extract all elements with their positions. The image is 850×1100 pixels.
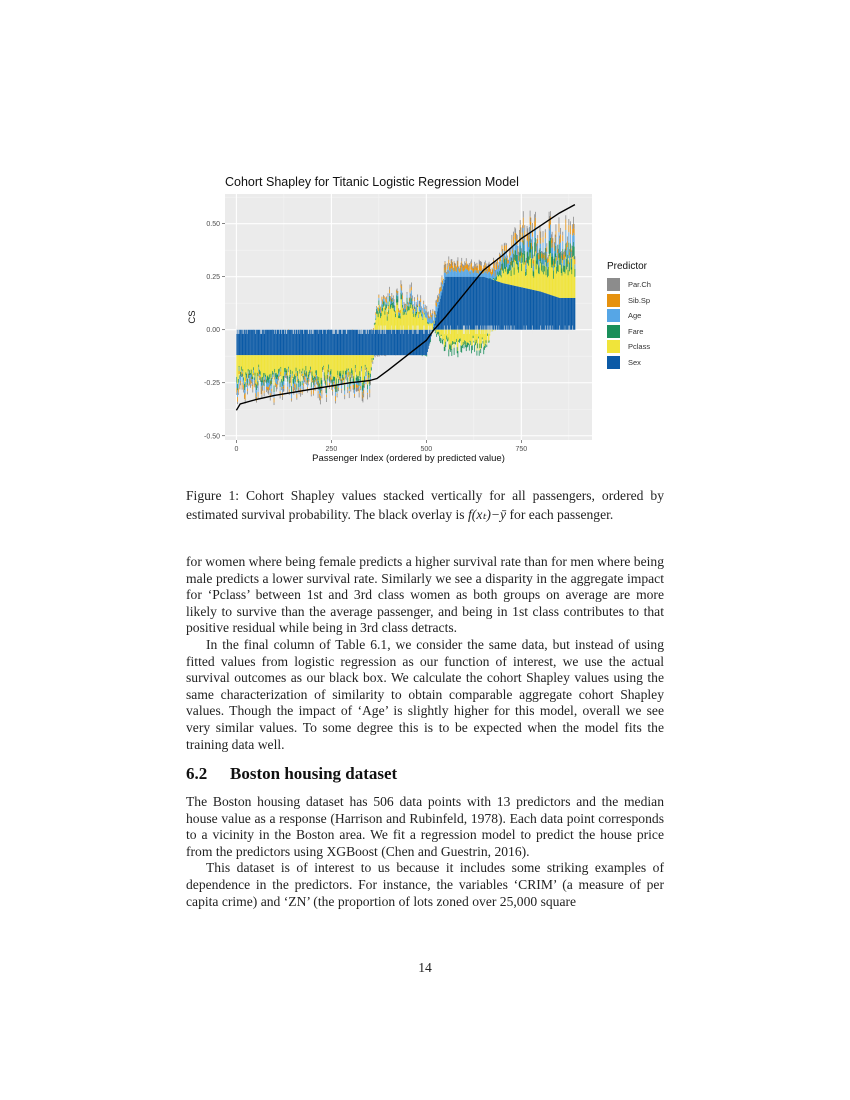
y-tick-label: 0.25 <box>206 274 220 282</box>
legend-swatch <box>607 325 620 338</box>
legend-label: Par.Ch <box>628 280 651 290</box>
figure-caption <box>186 486 664 524</box>
legend-item-pclass <box>607 339 651 355</box>
legend-label: Sex <box>628 357 641 367</box>
caption-prefix: Figure 1: <box>186 488 240 503</box>
figure-1 <box>180 170 680 470</box>
x-tick-label: 500 <box>420 446 433 453</box>
legend-item-sex <box>607 355 651 371</box>
paragraph: This dataset is of interest to us because it includes some striking examples of dependence in the predictors. For instance, the variables ‘CRIM’ (a measure of per capita crime) and ‘ZN’ (the proportion of lots zoned over 25,000 square <box>186 860 664 909</box>
section-heading <box>186 764 397 784</box>
x-axis-label: Passenger Index (ordered by predicted value) <box>312 453 505 464</box>
legend-item-fare <box>607 324 651 340</box>
page-number: 14 <box>418 960 432 975</box>
legend-swatch <box>607 294 620 307</box>
y-tick-label: -0.50 <box>204 433 220 441</box>
legend-swatch <box>607 278 620 291</box>
legend-item-parch <box>607 277 651 293</box>
legend-title: Predictor <box>607 261 648 272</box>
y-tick-label: 0.50 <box>206 221 220 229</box>
section-number: 6.2 <box>186 764 208 783</box>
legend-swatch <box>607 340 620 353</box>
x-tick-label: 0 <box>234 446 239 453</box>
stacked-bar-chart <box>180 170 680 470</box>
y-axis-label: CS <box>187 310 198 324</box>
body-text-block-1 <box>186 554 664 753</box>
legend-swatch <box>607 356 620 369</box>
legend-label: Fare <box>628 326 644 336</box>
caption-text: Cohort Shapley values stacked vertically for all passengers, ordered by estimated survival probability. The black overlay is <box>186 488 664 522</box>
legend-label: Sib.Sp <box>628 295 651 305</box>
y-tick-label: 0.00 <box>206 327 220 335</box>
x-tick-label: 250 <box>325 446 338 453</box>
legend-item-sibsp <box>607 293 651 309</box>
paragraph: In the final column of Table 6.1, we consider the same data, but instead of using fitted values from logistic regression as our function of interest, we use the actual survival outcomes as our black box. We calculate the cohort Shapley values using the same characterization of similarity to obtain comparable aggregate cohort Shapley values. Though the impact of ‘Age’ is slightly higher for this model, overall we see very similar values. To some degree this is to be expected when the model fits the training data well. <box>186 636 664 752</box>
legend-label: Pclass <box>628 342 651 352</box>
chart-title: Cohort Shapley for Titanic Logistic Regression Model <box>225 175 519 189</box>
section-title: Boston housing dataset <box>230 764 398 783</box>
chart-legend <box>607 261 651 370</box>
paragraph: The Boston housing dataset has 506 data points with 13 predictors and the median house value as a response (Harrison and Rubinfeld, 1978). Each data point corresponds to a vicinity in the Boston area. We fit a regression model to predict the house price from the predictors using XGBoost (Chen and Guestrin, 2016). <box>186 794 664 859</box>
legend-label: Age <box>628 311 642 321</box>
paragraph: for women where being female predicts a higher survival rate than for men where being male predicts a lower survival rate. Similarly we see a disparity in the aggregate impact for ‘Pclass’ between 1st and 3rd class women as both groups on average are more likely to survive than the average passenger, and being in 1st class contributes to that positive residual while being in 3rd class detracts. <box>186 554 664 636</box>
y-tick-label: -0.25 <box>204 380 220 388</box>
caption-math: f(xₜ)−ȳ <box>468 507 507 522</box>
caption-suffix: for each passenger. <box>509 507 614 522</box>
x-tick-label: 750 <box>515 446 528 453</box>
legend-item-age <box>607 308 651 324</box>
legend-swatch <box>607 309 620 322</box>
body-text-block-2 <box>186 794 664 910</box>
